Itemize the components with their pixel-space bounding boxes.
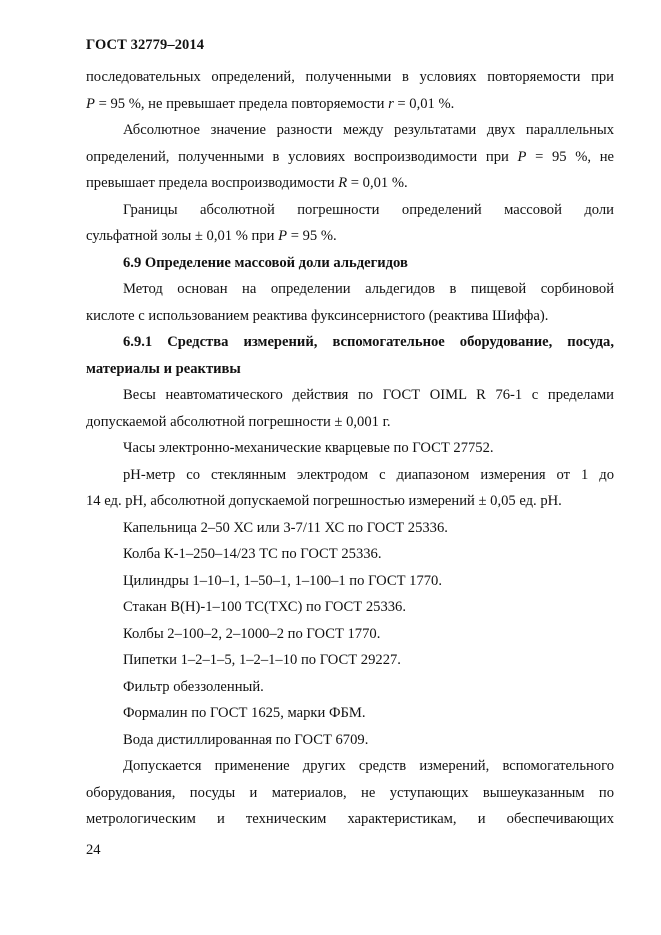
formula-variable: r xyxy=(388,95,394,112)
text-span: Весы неавтоматического действия по ГОСТ OIML R 76-1 с пределами xyxy=(123,387,614,403)
text-span: Допускается применение других средств измерений, вспомогательного xyxy=(123,758,614,774)
section-heading-text: 6.9 Определение массовой доли альдегидов xyxy=(123,254,408,271)
subsection-heading xyxy=(86,329,614,356)
text-span: = 95 %, не превышает предела повторяемости xyxy=(94,95,389,112)
text-span: Колбы 2–100–2, 2–1000–2 по ГОСТ 1770. xyxy=(123,625,381,642)
subsection-heading xyxy=(86,356,614,383)
list-item xyxy=(86,594,614,621)
formula-variable: R xyxy=(338,175,348,191)
text-span: = 95 %, не xyxy=(526,148,615,165)
text-span: 14 ед. pH, абсолютной допускаемой погрешностью измерений ± 0,05 ед. pH. xyxy=(86,493,562,509)
text-line xyxy=(86,64,614,91)
formula-variable: P xyxy=(278,228,288,244)
list-item xyxy=(86,541,614,568)
text-span: pH-метр со стеклянным электродом с диапазоном измерения от 1 до xyxy=(123,466,614,483)
list-item xyxy=(86,727,614,754)
text-span: = 0,01 %. xyxy=(393,95,455,112)
text-line xyxy=(86,806,614,833)
text-span: Стакан В(Н)-1–100 ТС(ТХС) по ГОСТ 25336. xyxy=(123,599,406,615)
formula-variable: P xyxy=(517,148,527,165)
text-line xyxy=(86,753,614,780)
text-span: Формалин по ГОСТ 1625, марки ФБМ. xyxy=(123,705,366,721)
text-line xyxy=(86,197,614,224)
formula-variable: P xyxy=(86,95,95,112)
text-span: Вода дистиллированная по ГОСТ 6709. xyxy=(123,731,369,748)
text-span: Цилиндры 1–10–1, 1–50–1, 1–100–1 по ГОСТ 1770. xyxy=(123,572,442,589)
list-item xyxy=(86,621,614,648)
text-span: превышает предела воспроизводимости xyxy=(86,175,339,191)
text-span: = 95 %. xyxy=(287,228,337,244)
text-span: оборудования, посуды и материалов, не уступающих вышеуказанным по xyxy=(86,784,614,801)
text-line xyxy=(86,382,614,409)
text-span: Метод основан на определении альдегидов в пищевой сорбиновой xyxy=(123,281,614,297)
page-number: 24 xyxy=(86,842,101,858)
list-item xyxy=(86,515,614,542)
list-item xyxy=(86,568,614,595)
text-line xyxy=(86,409,614,436)
text-span: определений, полученными в условиях воспроизводимости при xyxy=(86,148,518,165)
text-line xyxy=(86,276,614,303)
text-line xyxy=(86,488,614,515)
text-span: кислоте с использованием реактива фуксинсернистого (реактива Шиффа). xyxy=(86,307,549,324)
list-item xyxy=(86,700,614,727)
text-span: Колба К-1–250–14/23 ТС по ГОСТ 25336. xyxy=(123,546,382,562)
text-line xyxy=(86,223,614,250)
document-body xyxy=(86,64,614,833)
text-line xyxy=(86,462,614,489)
text-span: Капельница 2–50 ХС или 3-7/11 ХС по ГОСТ 25336. xyxy=(123,519,448,536)
text-span: Фильтр обеззоленный. xyxy=(123,678,264,695)
text-span: допускаемой абсолютной погрешности ± 0,001 г. xyxy=(86,413,391,430)
page-header: ГОСТ 32779–2014 xyxy=(86,37,205,53)
text-line xyxy=(86,117,614,144)
subsection-heading-text: 6.9.1 Средства измерений, вспомогательное оборудование, посуда, xyxy=(123,334,614,350)
text-line xyxy=(86,144,614,171)
subsection-heading-text: материалы и реактивы xyxy=(86,360,241,377)
section-heading xyxy=(86,250,614,277)
text-span: Границы абсолютной погрешности определений массовой доли xyxy=(123,201,614,218)
text-span: сульфатной золы ± 0,01 % при xyxy=(86,228,279,244)
text-line xyxy=(86,91,614,118)
text-span: Абсолютное значение разности между результатами двух параллельных xyxy=(123,122,614,138)
text-span: = 0,01 %. xyxy=(347,175,408,191)
text-line xyxy=(86,780,614,807)
text-span: метрологическим и техническим характеристикам, и обеспечивающих xyxy=(86,811,614,827)
list-item xyxy=(86,674,614,701)
text-line xyxy=(86,303,614,330)
text-span: последовательных определений, полученными в условиях повторяемости при xyxy=(86,69,614,85)
text-span: Часы электронно-механические кварцевые по ГОСТ 27752. xyxy=(123,440,494,456)
text-line xyxy=(86,170,614,197)
list-item xyxy=(86,647,614,674)
text-span: Пипетки 1–2–1–5, 1–2–1–10 по ГОСТ 29227. xyxy=(123,652,401,668)
list-item xyxy=(86,435,614,462)
